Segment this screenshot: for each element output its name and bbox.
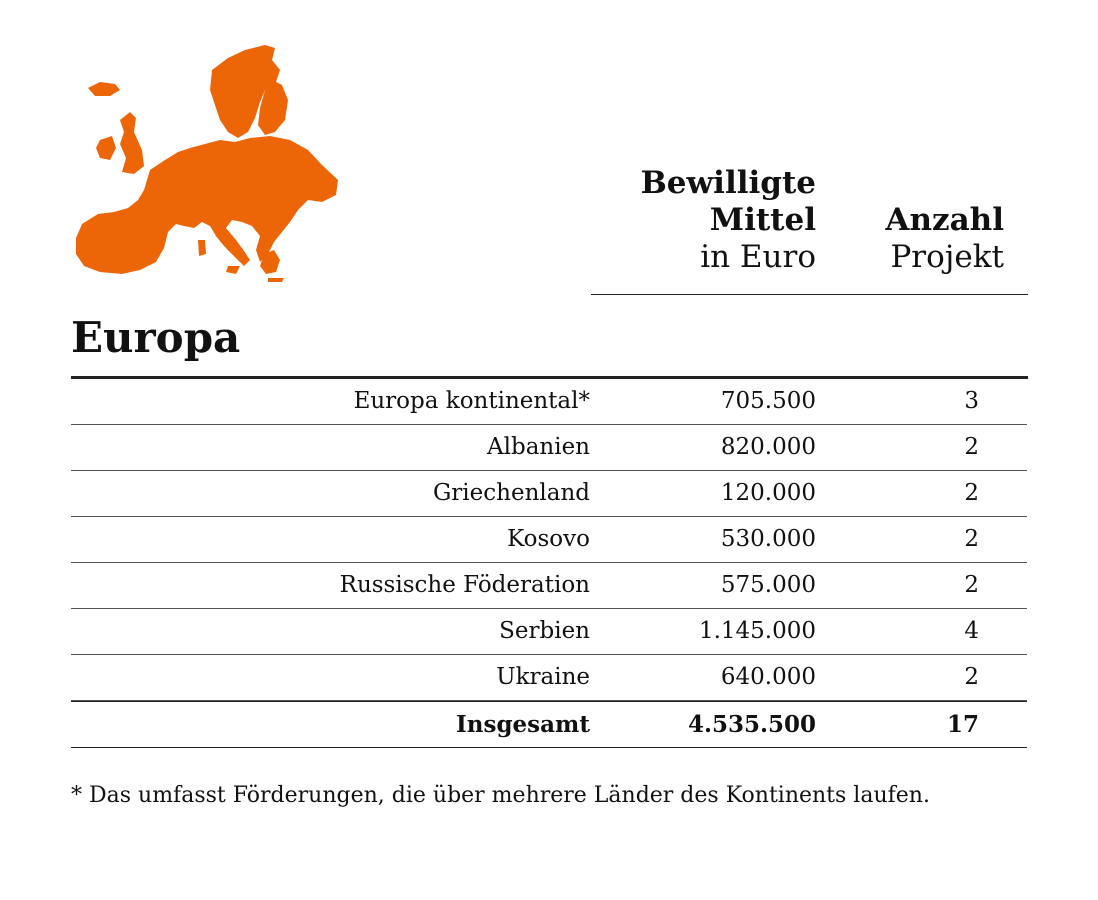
table-row bbox=[71, 655, 1027, 701]
uk-shape bbox=[120, 112, 144, 174]
count-cell: 2 bbox=[964, 480, 979, 506]
amount-header-line-1: Bewilligte bbox=[640, 165, 816, 201]
count-cell: 2 bbox=[964, 664, 979, 690]
sicily-shape bbox=[226, 266, 240, 274]
country-cell: Russische Föderation bbox=[339, 572, 590, 598]
header-divider bbox=[591, 294, 1028, 295]
count-header-line-1: Anzahl bbox=[885, 202, 1004, 238]
amount-cell: 820.000 bbox=[720, 434, 816, 460]
total-count-cell: 17 bbox=[946, 711, 979, 738]
country-cell: Serbien bbox=[499, 618, 590, 644]
amount-cell: 705.500 bbox=[720, 388, 816, 414]
amount-cell: 120.000 bbox=[720, 480, 816, 506]
table-row bbox=[71, 379, 1027, 425]
europe-map-shapes bbox=[76, 45, 338, 282]
amount-cell: 640.000 bbox=[720, 664, 816, 690]
sardinia-shape bbox=[198, 240, 206, 256]
amount-cell: 530.000 bbox=[720, 526, 816, 552]
total-amount-cell: 4.535.500 bbox=[687, 711, 816, 738]
total-country-cell: Insgesamt bbox=[456, 711, 590, 738]
amount-column-header bbox=[560, 165, 816, 276]
country-cell: Ukraine bbox=[496, 664, 590, 690]
count-cell: 2 bbox=[964, 572, 979, 598]
country-cell: Kosovo bbox=[507, 526, 590, 552]
region-title: Europa bbox=[71, 313, 241, 362]
table-row bbox=[71, 609, 1027, 655]
table-row bbox=[71, 517, 1027, 563]
table-row bbox=[71, 425, 1027, 471]
footnote: * Das umfasst Förderungen, die über mehrere Länder des Kontinents laufen. bbox=[71, 783, 930, 808]
count-cell: 2 bbox=[964, 526, 979, 552]
table-row bbox=[71, 471, 1027, 517]
country-cell: Griechenland bbox=[432, 480, 590, 506]
funding-table bbox=[71, 379, 1027, 748]
country-cell: Europa kontinental* bbox=[353, 388, 590, 414]
table-row bbox=[71, 563, 1027, 609]
europe-map-icon bbox=[60, 40, 345, 285]
italy-shape bbox=[210, 220, 250, 266]
crete-shape bbox=[268, 278, 284, 282]
count-column-header bbox=[840, 202, 1004, 276]
count-cell: 4 bbox=[964, 618, 979, 644]
amount-header-line-3: in Euro bbox=[700, 239, 816, 275]
count-cell: 3 bbox=[964, 388, 979, 414]
country-cell: Albanien bbox=[487, 434, 590, 460]
count-cell: 2 bbox=[964, 434, 979, 460]
ireland-shape bbox=[96, 136, 116, 160]
amount-cell: 575.000 bbox=[720, 572, 816, 598]
amount-header-line-2: Mittel bbox=[709, 202, 816, 238]
table-total-row bbox=[71, 702, 1027, 748]
iceland-shape bbox=[88, 82, 120, 96]
amount-cell: 1.145.000 bbox=[698, 618, 816, 644]
mainland-shape bbox=[76, 136, 338, 274]
count-header-line-2: Projekt bbox=[890, 239, 1004, 275]
